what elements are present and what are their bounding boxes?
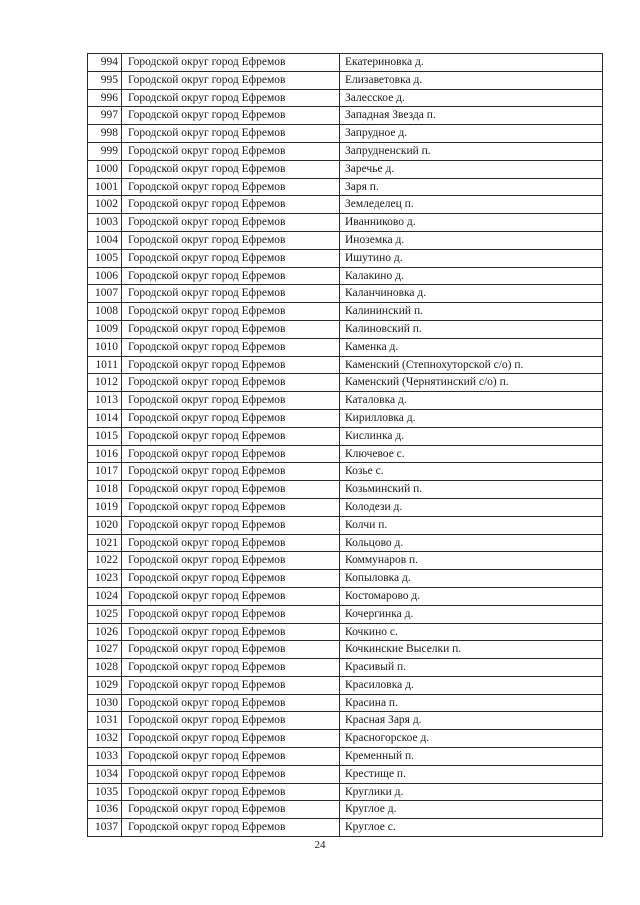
district-cell: Городской округ город Ефремов — [122, 516, 340, 534]
row-number: 1014 — [88, 409, 122, 427]
district-cell: Городской округ город Ефремов — [122, 338, 340, 356]
row-number: 995 — [88, 71, 122, 89]
table-row — [88, 267, 603, 285]
settlement-cell: Кочергинка д. — [340, 605, 603, 623]
table-row — [88, 409, 603, 427]
row-number: 1009 — [88, 320, 122, 338]
table-row — [88, 427, 603, 445]
row-number: 1006 — [88, 267, 122, 285]
district-cell: Городской округ город Ефремов — [122, 534, 340, 552]
row-number: 1036 — [88, 801, 122, 819]
row-number: 1030 — [88, 694, 122, 712]
district-cell: Городской округ город Ефремов — [122, 409, 340, 427]
table-row — [88, 178, 603, 196]
table-row — [88, 445, 603, 463]
district-cell: Городской округ город Ефремов — [122, 160, 340, 178]
table-row — [88, 516, 603, 534]
table-row — [88, 142, 603, 160]
district-cell: Городской округ город Ефремов — [122, 801, 340, 819]
table-row — [88, 160, 603, 178]
row-number: 1020 — [88, 516, 122, 534]
table-row — [88, 125, 603, 143]
district-cell: Городской округ город Ефремов — [122, 196, 340, 214]
settlement-cell: Костомарово д. — [340, 587, 603, 605]
district-cell: Городской округ город Ефремов — [122, 285, 340, 303]
row-number: 1010 — [88, 338, 122, 356]
table-row — [88, 285, 603, 303]
row-number: 1027 — [88, 641, 122, 659]
district-cell: Городской округ город Ефремов — [122, 249, 340, 267]
row-number: 994 — [88, 54, 122, 72]
settlement-cell: Круглики д. — [340, 783, 603, 801]
row-number: 1022 — [88, 552, 122, 570]
table-row — [88, 89, 603, 107]
settlement-cell: Кременный п. — [340, 748, 603, 766]
table-row — [88, 374, 603, 392]
district-cell: Городской округ город Ефремов — [122, 214, 340, 232]
table-row — [88, 196, 603, 214]
row-number: 1028 — [88, 659, 122, 677]
district-cell: Городской округ город Ефремов — [122, 765, 340, 783]
settlement-cell: Кольцово д. — [340, 534, 603, 552]
table-row — [88, 659, 603, 677]
row-number: 1025 — [88, 605, 122, 623]
table-row — [88, 676, 603, 694]
settlement-cell: Колчи п. — [340, 516, 603, 534]
settlement-cell: Елизаветовка д. — [340, 71, 603, 89]
table-row — [88, 694, 603, 712]
district-cell: Городской округ город Ефремов — [122, 659, 340, 677]
row-number: 1034 — [88, 765, 122, 783]
table-row — [88, 481, 603, 499]
row-number: 1029 — [88, 676, 122, 694]
district-cell: Городской округ город Ефремов — [122, 481, 340, 499]
table-row — [88, 623, 603, 641]
table-row — [88, 765, 603, 783]
district-cell: Городской округ город Ефремов — [122, 730, 340, 748]
row-number: 1019 — [88, 498, 122, 516]
district-cell: Городской округ город Ефремов — [122, 676, 340, 694]
table-row — [88, 498, 603, 516]
district-cell: Городской округ город Ефремов — [122, 125, 340, 143]
row-number: 1008 — [88, 303, 122, 321]
district-cell: Городской округ город Ефремов — [122, 552, 340, 570]
settlement-cell: Земледелец п. — [340, 196, 603, 214]
settlement-cell: Калининский п. — [340, 303, 603, 321]
row-number: 1018 — [88, 481, 122, 499]
table-row — [88, 587, 603, 605]
row-number: 1000 — [88, 160, 122, 178]
settlement-cell: Заречье д. — [340, 160, 603, 178]
settlement-cell: Каменский (Степнохуторской с/о) п. — [340, 356, 603, 374]
row-number: 1016 — [88, 445, 122, 463]
district-cell: Городской округ город Ефремов — [122, 392, 340, 410]
settlement-cell: Екатериновка д. — [340, 54, 603, 72]
district-cell: Городской округ город Ефремов — [122, 783, 340, 801]
settlement-cell: Кочкинские Выселки п. — [340, 641, 603, 659]
table-row — [88, 392, 603, 410]
table-row — [88, 231, 603, 249]
row-number: 1017 — [88, 463, 122, 481]
settlement-cell: Кислинка д. — [340, 427, 603, 445]
table-row — [88, 730, 603, 748]
settlement-cell: Западная Звезда п. — [340, 107, 603, 125]
settlement-cell: Красивый п. — [340, 659, 603, 677]
settlement-cell: Красиловка д. — [340, 676, 603, 694]
row-number: 1023 — [88, 570, 122, 588]
district-cell: Городской округ город Ефремов — [122, 694, 340, 712]
district-cell: Городской округ город Ефремов — [122, 71, 340, 89]
settlement-cell: Круглое с. — [340, 819, 603, 837]
settlement-cell: Калакино д. — [340, 267, 603, 285]
row-number: 1001 — [88, 178, 122, 196]
district-cell: Городской округ город Ефремов — [122, 178, 340, 196]
district-cell: Городской округ город Ефремов — [122, 89, 340, 107]
district-cell: Городской округ город Ефремов — [122, 320, 340, 338]
district-cell: Городской округ город Ефремов — [122, 142, 340, 160]
district-cell: Городской округ город Ефремов — [122, 54, 340, 72]
table-row — [88, 214, 603, 232]
district-cell: Городской округ город Ефремов — [122, 303, 340, 321]
settlement-cell: Кочкино с. — [340, 623, 603, 641]
settlement-cell: Каталовка д. — [340, 392, 603, 410]
district-cell: Городской округ город Ефремов — [122, 498, 340, 516]
settlement-cell: Ключевое с. — [340, 445, 603, 463]
settlement-cell: Запрудное д. — [340, 125, 603, 143]
table-row — [88, 605, 603, 623]
row-number: 1024 — [88, 587, 122, 605]
row-number: 1021 — [88, 534, 122, 552]
settlement-cell: Заря п. — [340, 178, 603, 196]
settlement-cell: Иноземка д. — [340, 231, 603, 249]
district-cell: Городской округ город Ефремов — [122, 463, 340, 481]
table-row — [88, 641, 603, 659]
district-cell: Городской округ город Ефремов — [122, 427, 340, 445]
row-number: 1035 — [88, 783, 122, 801]
row-number: 1013 — [88, 392, 122, 410]
row-number: 996 — [88, 89, 122, 107]
row-number: 1002 — [88, 196, 122, 214]
settlement-cell: Красная Заря д. — [340, 712, 603, 730]
row-number: 999 — [88, 142, 122, 160]
table-row — [88, 570, 603, 588]
district-cell: Городской округ город Ефремов — [122, 641, 340, 659]
district-cell: Городской округ город Ефремов — [122, 445, 340, 463]
settlement-cell: Кирилловка д. — [340, 409, 603, 427]
table-row — [88, 303, 603, 321]
settlement-cell: Калиновский п. — [340, 320, 603, 338]
district-cell: Городской округ город Ефремов — [122, 605, 340, 623]
table-row — [88, 783, 603, 801]
district-cell: Городской округ город Ефремов — [122, 374, 340, 392]
district-cell: Городской округ город Ефремов — [122, 356, 340, 374]
table-row — [88, 107, 603, 125]
district-cell: Городской округ город Ефремов — [122, 570, 340, 588]
district-cell: Городской округ город Ефремов — [122, 712, 340, 730]
row-number: 1004 — [88, 231, 122, 249]
page-number: 24 — [314, 839, 326, 851]
table-row — [88, 463, 603, 481]
district-cell: Городской округ город Ефремов — [122, 107, 340, 125]
table-row — [88, 712, 603, 730]
district-cell: Городской округ город Ефремов — [122, 587, 340, 605]
table-body — [88, 54, 603, 837]
settlement-cell: Ишутино д. — [340, 249, 603, 267]
district-cell: Городской округ город Ефремов — [122, 623, 340, 641]
row-number: 1007 — [88, 285, 122, 303]
table-row — [88, 54, 603, 72]
district-cell: Городской округ город Ефремов — [122, 267, 340, 285]
settlement-cell: Коммунаров п. — [340, 552, 603, 570]
settlement-cell: Копыловка д. — [340, 570, 603, 588]
row-number: 1026 — [88, 623, 122, 641]
table-row — [88, 71, 603, 89]
row-number: 1033 — [88, 748, 122, 766]
table-row — [88, 338, 603, 356]
row-number: 1003 — [88, 214, 122, 232]
district-cell: Городской округ город Ефремов — [122, 748, 340, 766]
row-number: 998 — [88, 125, 122, 143]
table-row — [88, 819, 603, 837]
settlement-cell: Каменский (Чернятинский с/о) п. — [340, 374, 603, 392]
row-number: 1012 — [88, 374, 122, 392]
row-number: 1015 — [88, 427, 122, 445]
settlement-cell: Залесское д. — [340, 89, 603, 107]
settlement-cell: Крестище п. — [340, 765, 603, 783]
settlement-cell: Красногорское д. — [340, 730, 603, 748]
table-row — [88, 356, 603, 374]
table-row — [88, 249, 603, 267]
settlement-cell: Козьминский п. — [340, 481, 603, 499]
settlement-cell: Козье с. — [340, 463, 603, 481]
table-row — [88, 534, 603, 552]
settlement-cell: Каланчиновка д. — [340, 285, 603, 303]
table-row — [88, 801, 603, 819]
row-number: 1032 — [88, 730, 122, 748]
table-row — [88, 320, 603, 338]
row-number: 1011 — [88, 356, 122, 374]
settlement-cell: Красина п. — [340, 694, 603, 712]
row-number: 1031 — [88, 712, 122, 730]
district-cell: Городской округ город Ефремов — [122, 819, 340, 837]
settlement-cell: Каменка д. — [340, 338, 603, 356]
district-cell: Городской округ город Ефремов — [122, 231, 340, 249]
settlement-cell: Запрудненский п. — [340, 142, 603, 160]
row-number: 1037 — [88, 819, 122, 837]
row-number: 1005 — [88, 249, 122, 267]
table-row — [88, 552, 603, 570]
settlement-cell: Колодези д. — [340, 498, 603, 516]
settlement-cell: Иванниково д. — [340, 214, 603, 232]
row-number: 997 — [88, 107, 122, 125]
settlement-cell: Круглое д. — [340, 801, 603, 819]
table-row — [88, 748, 603, 766]
settlements-table — [87, 53, 603, 837]
